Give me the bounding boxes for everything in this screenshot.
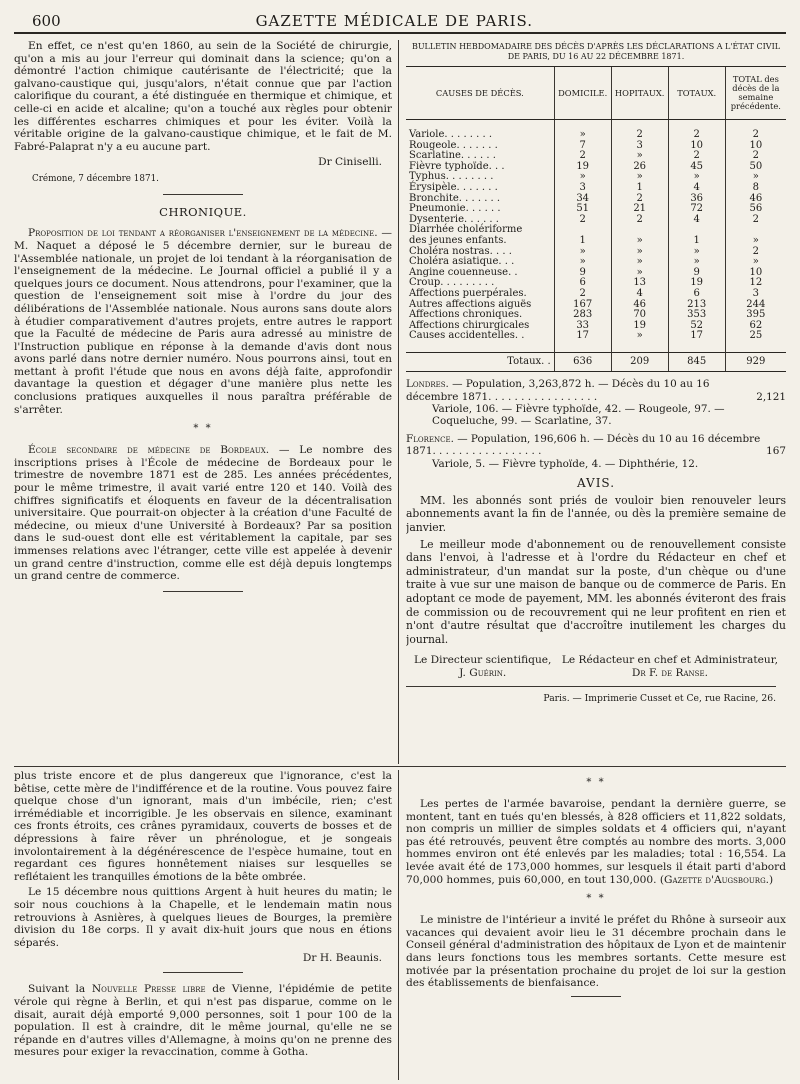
tot-cell: 4 bbox=[668, 215, 725, 226]
director-block bbox=[414, 654, 551, 679]
upper-right-column bbox=[406, 40, 786, 764]
table-spacer bbox=[406, 342, 786, 353]
prev-cell: 2 bbox=[725, 215, 786, 226]
feuilleton-paragraph: plus triste encore et de plus dangereux que l'ignorance, c'est la bêtise, cette mère de l'indifférence et de la routine. Vous pouvez faire quelque chose d'un ignorant, mais d'un imbécile, rien; c'est irrémédiable et incorrigible. Je les observais en silence, examinant ces fronts étroits, ces crânes pyramidaux, couverts de bosses et de dépressions à faire rêver un phrénologue, et je songeais involontairement à la dégénérescence de l'espèce humaine, tout en regardant ces figures honnêtement niaises sur lesquelles se reflétaient les tranquilles émotions de la bête ombrée. bbox=[14, 770, 392, 883]
lyon-hospitals-item: Le ministre de l'intérieur a invité le préfet du Rhône à surseoir aux vacances qui devaient avoir lieu le 31 décembre prochain dans le Conseil général d'administration des hôpitaux de Lyon et de maintenir dans leurs fonctions tous les membres sortants. Cette mesure est motivée par la présentation prochaine du projet de loi sur la gestion des établissements de bienfaisance. bbox=[406, 914, 786, 990]
cause-cell: Affections puerpérales. bbox=[409, 287, 527, 299]
lower-left-column bbox=[14, 770, 392, 1080]
cause-cell: Affections chirurgicales bbox=[409, 319, 530, 331]
prev-cell: 10 bbox=[725, 141, 786, 152]
tot-cell: 4 bbox=[668, 183, 725, 194]
london-line bbox=[406, 378, 786, 402]
item-text: de Vienne, l'épidémie de petite vérole qui règne à Berlin, et qui n'est pas disparue, comme on le disait, aurait déjà emporté 9,000 personnes, soit 1 pour 100 de la population. Il est à craindre, dit le même journal, qu'elle ne se répande en d'autres villes d'Allemagne, à moins qu'on ne prenne des mesures pour exiger la revaccination, comme à Gotha. bbox=[14, 983, 392, 1059]
item-title: Proposition de loi tendant a réorganiser l'enseignement de la médecine. bbox=[28, 227, 378, 240]
prev-cell: 12 bbox=[725, 278, 786, 289]
hop-cell: 13 bbox=[611, 278, 668, 289]
florence-line bbox=[406, 433, 786, 457]
cause-cell: Pneumonie. . . . . . bbox=[409, 203, 501, 215]
cause-cell: Érysipèle. . . . . . . bbox=[409, 181, 498, 193]
cause-cell: des jeunes enfants. bbox=[409, 234, 507, 246]
bulletin-title bbox=[406, 42, 786, 62]
lead-text: Suivant la bbox=[28, 983, 86, 996]
tot-cell: » bbox=[668, 172, 725, 183]
london-total: 2,121 bbox=[756, 390, 786, 403]
tot-cell: 52 bbox=[668, 321, 725, 332]
hop-cell: » bbox=[611, 172, 668, 183]
item-title: École secondaire de médecine de Bordeaux. bbox=[28, 444, 270, 457]
total-hop-cell: 209 bbox=[611, 352, 668, 372]
source-citation: (Gazette d'Augsbourg.) bbox=[659, 873, 774, 886]
dom-cell: 2 bbox=[554, 215, 611, 226]
dom-cell: 34 bbox=[554, 194, 611, 205]
hop-cell: » bbox=[611, 268, 668, 279]
prev-cell: 395 bbox=[725, 310, 786, 321]
prev-cell: 2 bbox=[725, 130, 786, 141]
cause-cell: Diarrhée cholériforme bbox=[409, 224, 523, 236]
letter-signature: Dr Ciniselli. bbox=[318, 156, 382, 169]
cause-cell: Variole. . . . . . . . bbox=[409, 129, 493, 140]
avis-notice bbox=[406, 476, 786, 647]
hop-cell: 3 bbox=[611, 141, 668, 152]
hop-cell: 21 bbox=[611, 204, 668, 215]
prev-cell: 10 bbox=[725, 268, 786, 279]
cause-cell: Autres affections aiguës bbox=[409, 298, 532, 310]
prev-cell: 50 bbox=[725, 162, 786, 173]
hop-cell: 19 bbox=[611, 321, 668, 332]
editor-block bbox=[562, 654, 778, 679]
hop-cell: » bbox=[611, 257, 668, 268]
col-header-cause: CAUSES DE DÉCÈS. bbox=[406, 67, 554, 120]
totals-row bbox=[406, 352, 786, 372]
dom-cell: 17 bbox=[554, 331, 611, 342]
hop-cell: 2 bbox=[611, 194, 668, 205]
cause-cell: Affections chroniques. bbox=[409, 309, 523, 321]
cause-cell: Dysenterie. . . . . . bbox=[409, 213, 499, 225]
hop-cell: » bbox=[611, 331, 668, 342]
dom-cell: 33 bbox=[554, 321, 611, 332]
prev-cell: 25 bbox=[725, 331, 786, 342]
tot-cell: 19 bbox=[668, 278, 725, 289]
cause-cell: Typhus. . . . . . . . bbox=[409, 171, 494, 183]
tot-cell: 17 bbox=[668, 331, 725, 342]
dom-cell: » bbox=[554, 172, 611, 183]
masthead: GAZETTE MÉDICALE DE PARIS. bbox=[255, 12, 534, 30]
tot-cell: 10 bbox=[668, 141, 725, 152]
tot-cell: 9 bbox=[668, 268, 725, 279]
section-divider bbox=[163, 591, 243, 592]
florence-detail: Variole, 5. — Fièvre typhoïde, 4. — Diphthérie, 12. bbox=[432, 457, 699, 470]
prev-cell: 3 bbox=[725, 289, 786, 300]
dom-cell: 7 bbox=[554, 141, 611, 152]
hop-cell: » bbox=[611, 236, 668, 247]
col-header-hopitaux: HOPITAUX. bbox=[611, 67, 668, 120]
table-row bbox=[406, 236, 786, 247]
cause-cell: Fièvre typhoïde. . . bbox=[409, 160, 505, 172]
tot-cell: 213 bbox=[668, 300, 725, 311]
chronique-item-enseignement bbox=[14, 227, 392, 416]
tot-cell: » bbox=[668, 257, 725, 268]
letter-dateline: Crémone, 7 décembre 1871. bbox=[32, 174, 159, 185]
table-row bbox=[406, 130, 786, 141]
hop-cell: 2 bbox=[611, 215, 668, 226]
dom-cell: 2 bbox=[554, 289, 611, 300]
dom-cell: » bbox=[554, 247, 611, 258]
table-row bbox=[406, 183, 786, 194]
cause-cell: Rougeole. . . . . . . bbox=[409, 139, 498, 151]
bavarian-losses-item bbox=[406, 798, 786, 886]
tot-cell: 72 bbox=[668, 204, 725, 215]
feuilleton-paragraph: Le 15 décembre nous quittions Argent à huit heures du matin; le soir nous couchions à la Chapelle, et le lendemain matin nous retrouvions à Asnières, à quelques lieues de Bourges, la première division du 18e corps. Il y avait dix-huit jours que nous en étions séparés. bbox=[14, 886, 392, 949]
tot-cell: 45 bbox=[668, 162, 725, 173]
tot-cell: 2 bbox=[668, 151, 725, 162]
editor-name: Dr F. de Ranse. bbox=[631, 667, 708, 680]
section-divider bbox=[163, 972, 243, 973]
cause-cell: Causes accidentelles. . bbox=[409, 330, 525, 342]
dom-cell: 19 bbox=[554, 162, 611, 173]
dom-cell: 9 bbox=[554, 268, 611, 279]
item-text: — M. Naquet a déposé le 5 décembre dernier, sur le bureau de l'Assemblée nationale, un projet de loi tendant à la réorganisation de l'enseignement de la médecine. Le Journal officiel a publié il y a quelques jours ce document. Nous attendrons, pour l'examiner, que la question de l'enseignement soit mise à l'ordre du jour des délibérations de l'Assemblée nationale. Nous aurons sans doute alors à étudier comparativement d'autres projets, entre autres le rapport que la Faculté de médecine de Paris aura adressé au ministre de l'Instruction publique en réponse à la demande d'avis dont nous avons parlé dans notre dernier numéro. Nous pourrons ainsi, tout en mettant à profit l'étude que nous en avons déjà faite, approfondir davantage la question et dégager d'une manière plus nette les conclusions pratiques auxquelles il nous paraîtra préférable de s'arrêter. bbox=[14, 227, 392, 416]
lower-section bbox=[14, 770, 786, 1080]
table-row bbox=[406, 331, 786, 342]
section-divider bbox=[571, 996, 621, 997]
cause-cell: Angine couenneuse. . bbox=[409, 266, 518, 278]
lower-right-column bbox=[406, 770, 786, 1080]
london-stats bbox=[406, 378, 786, 427]
cause-cell: Scarlatine. . . . . . bbox=[409, 150, 496, 162]
dom-cell: 167 bbox=[554, 300, 611, 311]
prev-cell: 2 bbox=[725, 151, 786, 162]
avis-title: AVIS. bbox=[576, 475, 616, 490]
dom-cell: » bbox=[554, 257, 611, 268]
col-header-domicile: DOMICILE. bbox=[554, 67, 611, 120]
cause-cell: Choléra nostras. . . . bbox=[409, 245, 512, 257]
asterism: * * bbox=[586, 893, 606, 905]
hop-cell: 70 bbox=[611, 310, 668, 321]
table-row bbox=[406, 289, 786, 300]
section-divider bbox=[163, 194, 243, 195]
total-dom-cell: 636 bbox=[554, 352, 611, 372]
asterism: * * bbox=[586, 777, 606, 788]
berlin-smallpox-item bbox=[14, 983, 392, 1059]
prev-cell: 62 bbox=[725, 321, 786, 332]
table-header-row bbox=[406, 67, 786, 120]
hop-cell: » bbox=[611, 151, 668, 162]
hop-cell: » bbox=[611, 247, 668, 258]
page-header bbox=[14, 0, 786, 34]
printer-line: Paris. — Imprimerie Cusset et Ce, rue Racine, 26. bbox=[406, 686, 776, 704]
bulletin-title-line1: BULLETIN HEBDOMADAIRE DES DÉCÈS D'APRÈS LES DÉCLARATIONS A L'ÉTAT CIVIL bbox=[411, 42, 781, 51]
hop-cell: 1 bbox=[611, 183, 668, 194]
tot-cell: » bbox=[668, 247, 725, 258]
bulletin-title-line2: DE PARIS, DU 16 AU 22 DÉCEMBRE 1871. bbox=[507, 52, 685, 61]
upper-section bbox=[14, 40, 786, 764]
feuilleton-signature: Dr H. Beaunis. bbox=[302, 952, 382, 965]
chronique-item-bordeaux bbox=[14, 444, 392, 583]
dom-cell: » bbox=[554, 130, 611, 141]
dom-cell: 51 bbox=[554, 204, 611, 215]
editor-title: Le Rédacteur en chef et Administrateur, bbox=[561, 654, 778, 667]
tot-cell: 6 bbox=[668, 289, 725, 300]
prev-cell: 2 bbox=[725, 247, 786, 258]
hop-cell: 4 bbox=[611, 289, 668, 300]
chronique-title: CHRONIQUE. bbox=[159, 205, 247, 220]
page-number: 600 bbox=[32, 12, 61, 30]
director-title: Le Directeur scientifique, bbox=[414, 654, 552, 667]
asterism: * * bbox=[193, 423, 213, 435]
total-label-cell: Totaux. . bbox=[406, 352, 554, 372]
city-name: Londres. bbox=[406, 378, 449, 391]
city-name: Florence. bbox=[406, 433, 454, 446]
prev-cell: 8 bbox=[725, 183, 786, 194]
cause-cell: Croup. . . . . . . . . bbox=[409, 277, 495, 289]
col-header-totaux: TOTAUX. bbox=[668, 67, 725, 120]
florence-total: 167 bbox=[766, 445, 786, 458]
london-detail: Variole, 106. — Fièvre typhoïde, 42. — Rougeole, 97. — Coqueluche, 99. — Scarlatine, 37. bbox=[432, 402, 725, 428]
tot-cell: 353 bbox=[668, 310, 725, 321]
hop-cell: 2 bbox=[611, 130, 668, 141]
section-rule bbox=[14, 766, 786, 767]
cause-cell: Bronchite. . . . . . . bbox=[409, 192, 501, 204]
dom-cell: 3 bbox=[554, 183, 611, 194]
mortality-table-body bbox=[406, 120, 786, 372]
prev-cell: 46 bbox=[725, 194, 786, 205]
editorial-signatures bbox=[406, 654, 786, 679]
tot-cell: 2 bbox=[668, 130, 725, 141]
london-text: — Population, 3,263,872 h. — Décès du 10 au 16 décembre 1871. . . . . . . . . . . . . . . . . bbox=[406, 378, 710, 403]
prev-cell: » bbox=[725, 236, 786, 247]
avis-paragraph: Le meilleur mode d'abonnement ou de renouvellement consiste dans l'envoi, à l'adresse et à l'ordre du Rédacteur en chef et administrateur, d'un mandat sur la poste, d'un chèque ou d'une traite à vue sur une maison de banque ou de commerce de Paris. En adoptant ce mode de payement, MM. les abonnés éviteront des frais de commission ou de recouvrement qui ne leur profitent en rien et n'ont d'autre résultat que d'accroître inutilement les charges du journal. bbox=[406, 537, 786, 646]
dom-cell: 1 bbox=[554, 236, 611, 247]
column-rule bbox=[398, 40, 399, 764]
letter-paragraph: En effet, ce n'est qu'en 1860, au sein de la Société de chirurgie, qu'on a mis au jour l'erreur qui dominait dans la science; qu'on a démontré l'action chimique cautérisante de l'électricité; que la galvano-caustique qui, jusqu'alors, n'était connue que par l'action calorifique du courant, a été distinguée en thermique et chimique, et celle-ci en acide et alcaline; qu'on a touché aux règles pour obtenir les différentes escharres chimiques et pour les éviter. Voilà la véritable origine de la galvano-caustique chimique, et le fait de M. Fabré-Palaprat n'y a eu aucune part. bbox=[14, 40, 392, 153]
tot-cell: 1 bbox=[668, 236, 725, 247]
cause-cell: Choléra asiatique. . . bbox=[409, 256, 515, 268]
col-header-previous-week: TOTAL des décès de la semaine précédente. bbox=[725, 67, 786, 120]
director-name: J. Guérin. bbox=[459, 667, 507, 680]
avis-paragraph: MM. les abonnés sont priés de vouloir bien renouveler leurs abonnements avant la fin de l'année, ou dès la première semaine de janvier. bbox=[406, 493, 786, 535]
dom-cell: 283 bbox=[554, 310, 611, 321]
dom-cell: 6 bbox=[554, 278, 611, 289]
dom-cell: 2 bbox=[554, 151, 611, 162]
mortality-table bbox=[406, 66, 786, 372]
total-tot-cell: 845 bbox=[668, 352, 725, 372]
florence-text: — Population, 196,606 h. — Décès du 10 au 16 décembre 1871. . . . . . . . . . . . . . . . . bbox=[406, 433, 761, 458]
prev-cell: 56 bbox=[725, 204, 786, 215]
hop-cell: 26 bbox=[611, 162, 668, 173]
tot-cell: 36 bbox=[668, 194, 725, 205]
column-rule bbox=[398, 770, 399, 1080]
total-prev-cell: 929 bbox=[725, 352, 786, 372]
prev-cell: 244 bbox=[725, 300, 786, 311]
upper-left-column bbox=[14, 40, 392, 764]
prev-cell: » bbox=[725, 257, 786, 268]
item-text: — Le nombre des inscriptions prises à l'École de médecine de Bordeaux pour le trimestre de novembre 1871 est de 285. Les années précédentes, pour le même trimestre, il avait varié entre 120 et 140. Voilà des chiffres significatifs et éloquents en faveur de la décentralisation universitaire. Que pourrait-on objecter à la création d'une Faculté de médecine, ou mieux d'une Université à Bordeaux? Par sa position dans le sud-ouest dont elle est véritablement la capitale, par ses immenses relations avec l'étranger, cette ville est appelée à devenir un grand centre d'instruction, comme elle est déjà depuis longtemps un grand centre de commerce. bbox=[14, 444, 392, 583]
florence-stats bbox=[406, 433, 786, 470]
source-title: Nouvelle Presse libre bbox=[91, 983, 206, 996]
hop-cell: 46 bbox=[611, 300, 668, 311]
prev-cell: » bbox=[725, 172, 786, 183]
item-text: Les pertes de l'armée bavaroise, pendant la dernière guerre, se montent, tant en tués qu'en blessés, à 828 officiers et 11,822 soldats, non compris un millier de simples soldats et 4 officiers qui, n'ayant pas été retrouvés, peuvent être comptés au nombre des morts. 3,000 hommes environ ont été enlevés par les maladies; total : 16,554. La levée avait été de 173,000 hommes, sur lesquels il était parti d'abord 70,000 hommes, puis 60,000, en tout 130,000. bbox=[406, 798, 786, 886]
